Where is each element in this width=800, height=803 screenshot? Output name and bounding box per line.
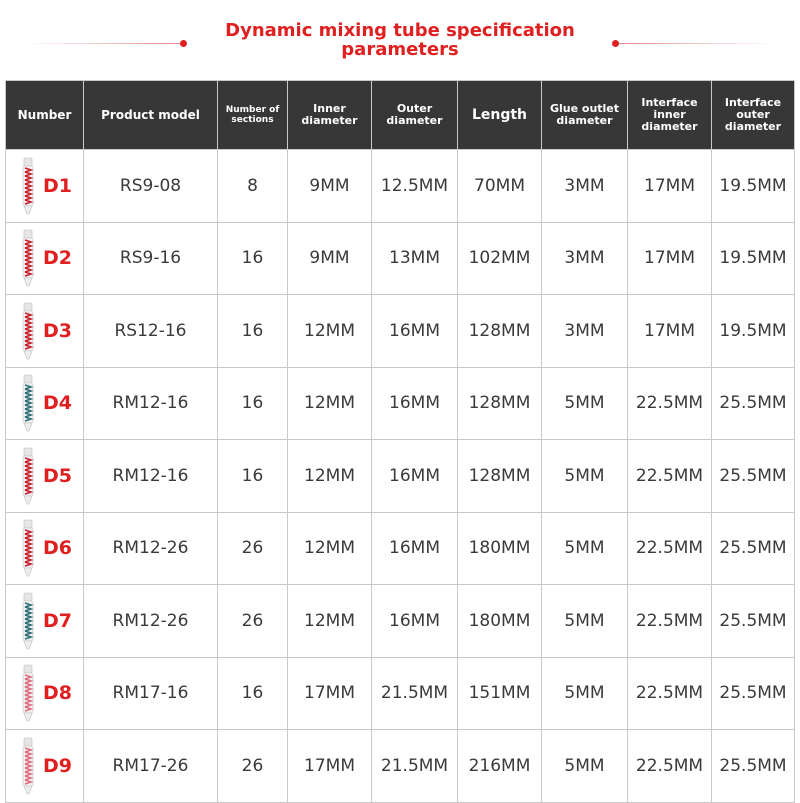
spec-table-body	[6, 150, 795, 803]
table-row	[6, 585, 795, 658]
glue-outlet-cell: 5MM	[542, 512, 628, 585]
number-cell	[6, 512, 84, 585]
number-cell	[6, 222, 84, 295]
glue-outlet-cell: 3MM	[542, 222, 628, 295]
length-cell: 70MM	[458, 150, 542, 223]
row-number-label: D1	[43, 174, 72, 197]
interface-outer-cell: 25.5MM	[712, 512, 795, 585]
red-mixer-tube-icon	[20, 156, 36, 216]
row-number-label: D2	[43, 247, 72, 270]
sections-cell: 16	[218, 222, 288, 295]
title-dot-left	[180, 40, 187, 47]
interface-outer-cell: 19.5MM	[712, 295, 795, 368]
interface-inner-cell: 22.5MM	[628, 585, 712, 658]
sections-cell: 26	[218, 585, 288, 658]
header-sections: Number of sections	[218, 81, 288, 150]
interface-outer-cell: 25.5MM	[712, 367, 795, 440]
inner-diameter-cell: 12MM	[288, 367, 372, 440]
inner-diameter-cell: 9MM	[288, 222, 372, 295]
teal-mixer-tube-icon	[20, 373, 36, 433]
interface-inner-cell: 17MM	[628, 150, 712, 223]
glue-outlet-cell: 5MM	[542, 730, 628, 803]
interface-inner-cell: 22.5MM	[628, 512, 712, 585]
interface-outer-cell: 25.5MM	[712, 585, 795, 658]
interface-outer-cell: 25.5MM	[712, 730, 795, 803]
row-number-label: D5	[43, 464, 72, 487]
length-cell: 216MM	[458, 730, 542, 803]
header-row	[6, 81, 795, 150]
sections-cell: 26	[218, 512, 288, 585]
sections-cell: 16	[218, 367, 288, 440]
header-length: Length	[458, 81, 542, 150]
glue-outlet-cell: 5MM	[542, 440, 628, 513]
inner-diameter-cell: 12MM	[288, 440, 372, 513]
interface-inner-cell: 22.5MM	[628, 730, 712, 803]
glue-outlet-cell: 5MM	[542, 367, 628, 440]
interface-inner-cell: 22.5MM	[628, 657, 712, 730]
page-title-line1: Dynamic mixing tube specification	[225, 20, 575, 41]
teal-mixer-tube-icon	[20, 591, 36, 651]
page-header	[0, 0, 800, 78]
glue-outlet-cell: 5MM	[542, 585, 628, 658]
model-cell: RM17-26	[84, 730, 218, 803]
model-cell: RS9-08	[84, 150, 218, 223]
header-interface-outer: Interface outer diameter	[712, 81, 795, 150]
length-cell: 102MM	[458, 222, 542, 295]
glue-outlet-cell: 5MM	[542, 657, 628, 730]
length-cell: 180MM	[458, 512, 542, 585]
red-mixer-tube-icon	[20, 301, 36, 361]
interface-outer-cell: 19.5MM	[712, 150, 795, 223]
outer-diameter-cell: 13MM	[372, 222, 458, 295]
header-inner-diameter: Inner diameter	[288, 81, 372, 150]
length-cell: 128MM	[458, 440, 542, 513]
interface-outer-cell: 19.5MM	[712, 222, 795, 295]
interface-inner-cell: 17MM	[628, 222, 712, 295]
length-cell: 128MM	[458, 295, 542, 368]
number-cell	[6, 150, 84, 223]
pink-mixer-tube-icon	[20, 663, 36, 723]
sections-cell: 16	[218, 657, 288, 730]
model-cell: RM12-16	[84, 367, 218, 440]
inner-diameter-cell: 12MM	[288, 585, 372, 658]
title-divider-left	[22, 43, 184, 44]
row-number-label: D3	[43, 319, 72, 342]
number-cell	[6, 440, 84, 513]
table-row	[6, 440, 795, 513]
outer-diameter-cell: 21.5MM	[372, 657, 458, 730]
model-cell: RM12-26	[84, 585, 218, 658]
sections-cell: 16	[218, 295, 288, 368]
interface-outer-cell: 25.5MM	[712, 657, 795, 730]
table-row	[6, 150, 795, 223]
sections-cell: 26	[218, 730, 288, 803]
outer-diameter-cell: 16MM	[372, 512, 458, 585]
table-row	[6, 730, 795, 803]
header-number: Number	[6, 81, 84, 150]
model-cell: RS9-16	[84, 222, 218, 295]
row-number-label: D6	[43, 537, 72, 560]
number-cell	[6, 367, 84, 440]
red-mixer-tube-icon	[20, 518, 36, 578]
row-number-label: D8	[43, 682, 72, 705]
number-cell	[6, 657, 84, 730]
inner-diameter-cell: 12MM	[288, 295, 372, 368]
header-outer-diameter: Outer diameter	[372, 81, 458, 150]
glue-outlet-cell: 3MM	[542, 295, 628, 368]
outer-diameter-cell: 16MM	[372, 585, 458, 658]
row-number-label: D7	[43, 609, 72, 632]
outer-diameter-cell: 21.5MM	[372, 730, 458, 803]
outer-diameter-cell: 16MM	[372, 295, 458, 368]
header-interface-inner: Interface inner diameter	[628, 81, 712, 150]
title-divider-right	[616, 43, 778, 44]
glue-outlet-cell: 3MM	[542, 150, 628, 223]
red-mixer-tube-icon	[20, 228, 36, 288]
outer-diameter-cell: 12.5MM	[372, 150, 458, 223]
table-row	[6, 222, 795, 295]
model-cell: RM12-26	[84, 512, 218, 585]
red-mixer-tube-icon	[20, 446, 36, 506]
sections-cell: 16	[218, 440, 288, 513]
row-number-label: D4	[43, 392, 72, 415]
number-cell	[6, 295, 84, 368]
table-row	[6, 512, 795, 585]
header-glue-outlet: Glue outlet diameter	[542, 81, 628, 150]
table-row	[6, 367, 795, 440]
page-title-line2: parameters	[341, 39, 459, 60]
interface-inner-cell: 22.5MM	[628, 440, 712, 513]
table-row	[6, 657, 795, 730]
page-title	[200, 21, 600, 59]
outer-diameter-cell: 16MM	[372, 367, 458, 440]
interface-inner-cell: 22.5MM	[628, 367, 712, 440]
interface-inner-cell: 17MM	[628, 295, 712, 368]
outer-diameter-cell: 16MM	[372, 440, 458, 513]
length-cell: 180MM	[458, 585, 542, 658]
number-cell	[6, 730, 84, 803]
header-model: Product model	[84, 81, 218, 150]
interface-outer-cell: 25.5MM	[712, 440, 795, 513]
row-number-label: D9	[43, 754, 72, 777]
model-cell: RM12-16	[84, 440, 218, 513]
sections-cell: 8	[218, 150, 288, 223]
table-row	[6, 295, 795, 368]
model-cell: RM17-16	[84, 657, 218, 730]
inner-diameter-cell: 17MM	[288, 657, 372, 730]
inner-diameter-cell: 12MM	[288, 512, 372, 585]
spec-table	[5, 80, 795, 803]
model-cell: RS12-16	[84, 295, 218, 368]
inner-diameter-cell: 17MM	[288, 730, 372, 803]
length-cell: 151MM	[458, 657, 542, 730]
length-cell: 128MM	[458, 367, 542, 440]
number-cell	[6, 585, 84, 658]
inner-diameter-cell: 9MM	[288, 150, 372, 223]
pink-mixer-tube-icon	[20, 736, 36, 796]
